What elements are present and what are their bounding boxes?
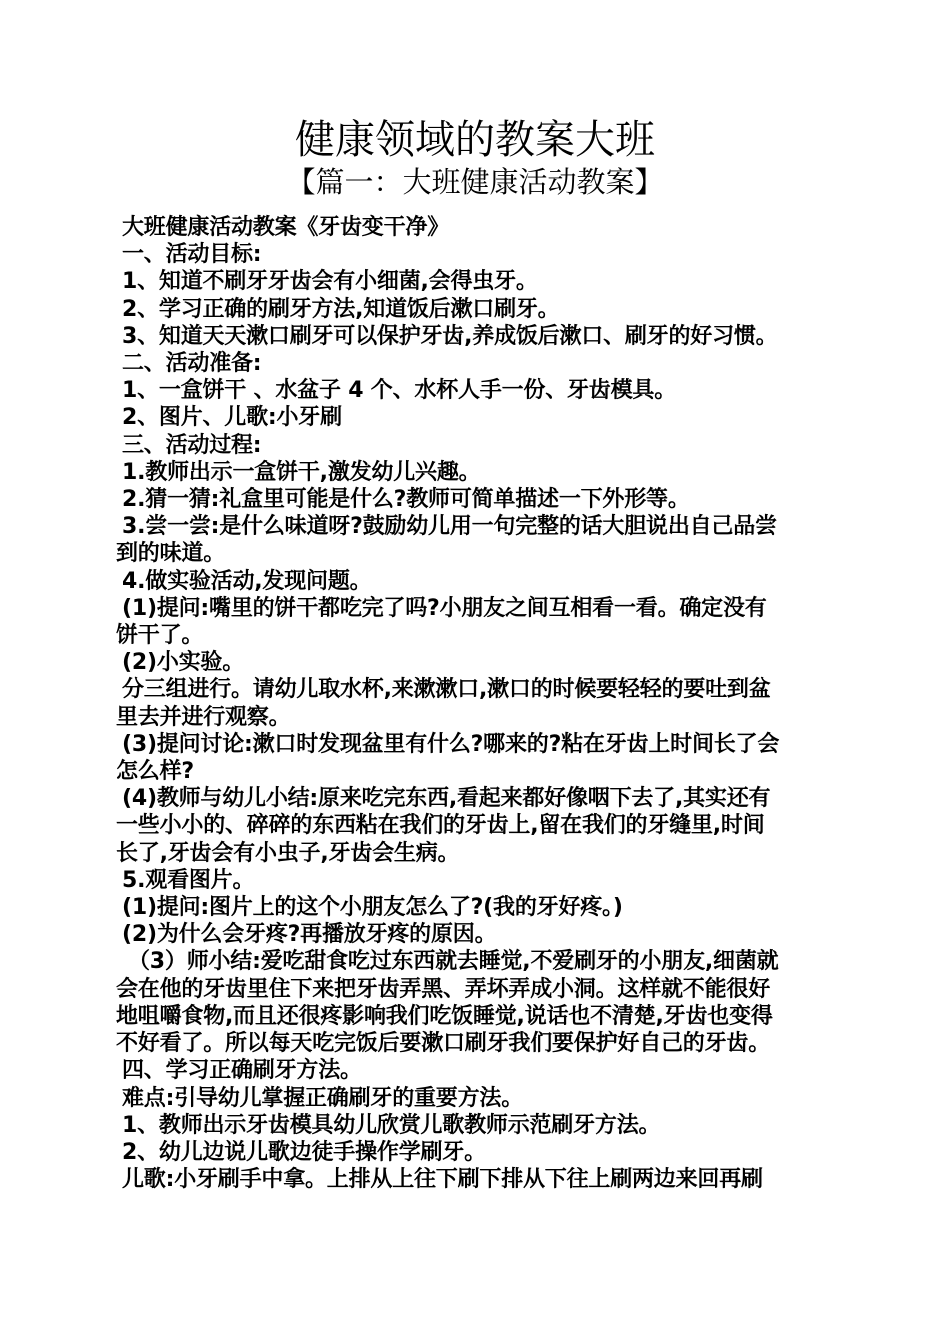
body-line: 会在他的牙齿里住下来把牙齿弄黑、弄坏弄成小洞。这样就不能很好	[116, 976, 771, 1002]
body-line: 不好看了。所以每天吃完饭后要漱口刷牙我们要保护好自己的牙齿。	[116, 1031, 771, 1057]
body-line: 长了,牙齿会有小虫子,牙齿会生病。	[116, 840, 460, 866]
body-line: 2.猜一猜:礼盒里可能是什么?教师可简单描述一下外形等。	[122, 487, 690, 513]
body-line: 3、知道天天漱口刷牙可以保护牙齿,养成饭后漱口、刷牙的好习惯。	[122, 323, 778, 349]
body-line: 1、教师出示牙齿模具幼儿欣赏儿歌教师示范刷牙方法。	[122, 1112, 661, 1138]
body-line: 2、图片、儿歌:小牙刷	[122, 405, 342, 431]
body-line: 难点:引导幼儿掌握正确刷牙的重要方法。	[122, 1085, 523, 1111]
body-line: 1、知道不刷牙牙齿会有小细菌,会得虫牙。	[122, 269, 538, 295]
body-line: 大班健康活动教案《牙齿变干净》	[122, 215, 450, 240]
body-line: 1.教师出示一盒饼干,激发幼儿兴趣。	[122, 459, 481, 485]
body-line: （3）师小结:爱吃甜食吃过东西就去睡觉,不爱刷牙的小朋友,细菌就	[128, 949, 779, 975]
body-line: (3)提问讨论:漱口时发现盆里有什么?哪来的?粘在牙齿上时间长了会	[122, 731, 780, 757]
body-line: (2)为什么会牙疼?再播放牙疼的原因。	[122, 922, 497, 948]
body-line: 4.做实验活动,发现问题。	[122, 568, 372, 594]
body-line: 一些小小的、碎碎的东西粘在我们的牙齿上,留在我们的牙缝里,时间	[116, 813, 765, 839]
body-line: (1)提问:图片上的这个小朋友怎么了?(我的牙好疼。)	[122, 895, 623, 921]
body-line: 一、活动目标:	[122, 242, 262, 268]
body-line: 1、一盒饼干 、水盆子 4 个、水杯人手一份、牙齿模具。	[122, 378, 676, 404]
document-subtitle: 【篇一：大班健康活动教案】	[286, 165, 664, 199]
body-line: 3.尝一尝:是什么味道呀?鼓励幼儿用一句完整的话大胆说出自己品尝	[122, 514, 777, 540]
body-line: 三、活动过程:	[122, 432, 262, 458]
body-line: 儿歌:小牙刷手中拿。上排从上往下刷下排从下往上刷两边来回再刷	[122, 1167, 763, 1193]
body-line: 地咀嚼食物,而且还很疼影响我们吃饭睡觉,说话也不清楚,牙齿也变得	[116, 1003, 773, 1029]
body-line: 里去并进行观察。	[116, 704, 291, 730]
body-line: 饼干了。	[116, 623, 204, 649]
body-line: 二、活动准备:	[122, 351, 262, 377]
document-body	[116, 214, 838, 1193]
body-line: (2)小实验。	[122, 650, 245, 676]
body-line: (4)教师与幼儿小结:原来吃完东西,看起来都好像咽下去了,其实还有	[122, 786, 771, 812]
document-title: 健康领域的教案大班	[295, 117, 655, 163]
body-line: 四、学习正确刷牙方法。	[122, 1058, 362, 1084]
body-line: 5.观看图片。	[122, 867, 255, 893]
body-line: 2、学习正确的刷牙方法,知道饭后漱口刷牙。	[122, 296, 560, 322]
body-line: 到的味道。	[116, 541, 226, 567]
body-line: (1)提问:嘴里的饼干都吃完了吗?小朋友之间互相看一看。确定没有	[122, 595, 767, 621]
body-line: 分三组进行。请幼儿取水杯,来漱漱口,漱口的时候要轻轻的要吐到盆	[122, 677, 771, 703]
body-line: 怎么样?	[116, 759, 194, 785]
body-line: 2、幼儿边说儿歌边徒手操作学刷牙。	[122, 1139, 486, 1165]
